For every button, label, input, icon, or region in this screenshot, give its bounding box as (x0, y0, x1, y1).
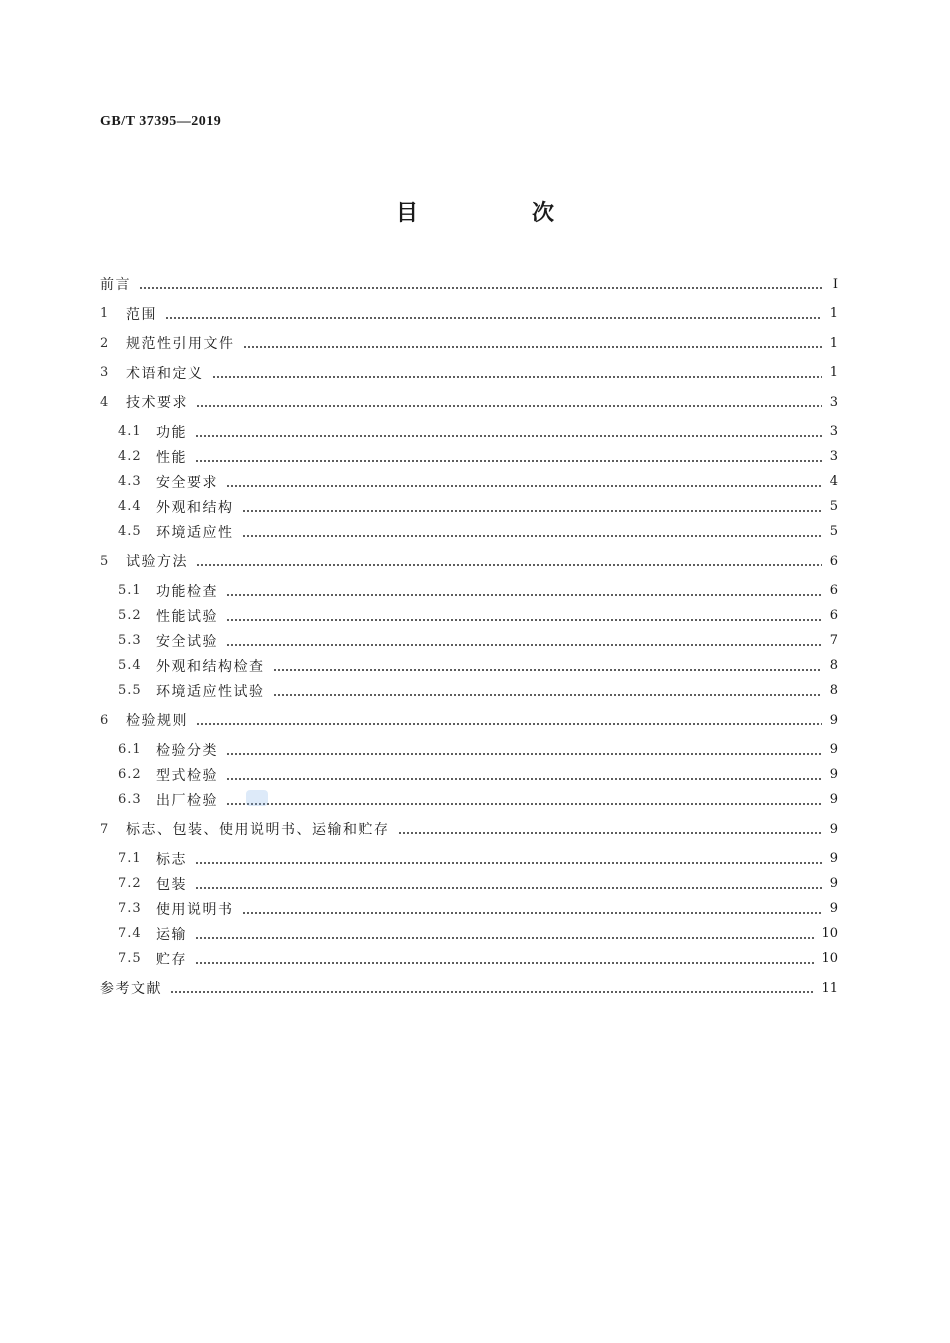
page-title: 目 次 (395, 201, 600, 226)
toc-entry[interactable] (100, 330, 838, 356)
toc-entry[interactable] (118, 846, 838, 872)
toc-entry-page: 3 (829, 449, 838, 464)
toc-entry-number: 5.2 (118, 608, 142, 623)
toc-entry-label: 环境适应性试验 (156, 683, 265, 700)
toc-entry[interactable] (118, 469, 838, 495)
toc-entry-label: 检验规则 (126, 713, 188, 729)
toc-entry-page: 9 (829, 767, 838, 782)
toc-entry-label: 安全试验 (156, 633, 218, 650)
toc-entry-page: 8 (829, 683, 838, 698)
toc-entry-label: 功能 (156, 424, 187, 441)
toc-entry-label: 外观和结构检查 (156, 658, 265, 675)
toc-entry-number: 6 (100, 712, 110, 728)
toc-entry[interactable] (100, 301, 838, 327)
toc-entry-label: 范围 (126, 306, 157, 323)
toc-entry-label: 性能 (156, 449, 187, 466)
toc-entry-number: 2 (100, 335, 110, 351)
toc-entry-number: 4.1 (118, 424, 142, 439)
toc-entry-label: 性能试验 (156, 608, 218, 625)
toc-dot-leader (242, 904, 823, 918)
toc-dot-leader (243, 338, 823, 352)
toc-entry-page: 4 (829, 474, 838, 489)
toc-entry[interactable] (118, 946, 838, 972)
toc-entry[interactable] (118, 628, 838, 654)
toc-entry[interactable] (118, 419, 838, 445)
toc-entry-label: 标志、包装、使用说明书、运输和贮存 (126, 822, 390, 838)
toc-dot-leader (165, 309, 822, 323)
toc-entry-label: 运输 (156, 926, 187, 943)
toc-dot-leader (170, 983, 815, 997)
toc-entry-number: 7.4 (118, 926, 142, 941)
toc-entry-page: 11 (821, 980, 838, 996)
toc-dot-leader (196, 715, 822, 729)
toc-entry[interactable] (118, 921, 838, 947)
toc-entry[interactable] (100, 389, 838, 415)
toc-entry-number: 5.1 (118, 583, 142, 598)
toc-entry-page: 10 (821, 926, 838, 941)
toc-dot-leader (398, 824, 823, 838)
toc-entry-page: 6 (829, 583, 838, 598)
toc-entry-page: 10 (821, 951, 838, 966)
toc-entry[interactable] (118, 787, 838, 813)
toc-entry-page: 9 (829, 876, 838, 891)
toc-entry[interactable] (100, 360, 838, 386)
toc-entry-label: 型式检验 (156, 767, 218, 784)
standard-code: GB/T 37395—2019 (100, 114, 222, 129)
toc-entry-page: 9 (829, 742, 838, 757)
toc-dot-leader (195, 452, 822, 466)
toc-entry-page: 5 (829, 524, 838, 539)
toc-entry-label: 包装 (156, 876, 187, 893)
toc-entry-page: 9 (829, 792, 838, 807)
toc-dot-leader (212, 368, 823, 382)
toc-entry-number: 4.3 (118, 474, 142, 489)
toc-entry[interactable] (118, 737, 838, 763)
toc-entry-page: 6 (829, 608, 838, 623)
toc-dot-leader (226, 477, 822, 491)
toc-dot-leader (195, 427, 822, 441)
toc-entry-label: 规范性引用文件 (126, 336, 235, 352)
toc-entry[interactable] (100, 271, 838, 297)
toc-entry-page: Ⅰ (832, 276, 838, 292)
toc-dot-leader (196, 556, 822, 570)
toc-entry-page: 9 (829, 851, 838, 866)
toc-entry[interactable] (118, 653, 838, 679)
toc-entry-number: 3 (100, 365, 110, 380)
toc-entry-page: 7 (829, 633, 838, 648)
toc-entry-number: 6.2 (118, 767, 142, 782)
toc-entry[interactable] (118, 871, 838, 897)
toc-entry-label: 参考文献 (100, 981, 162, 997)
toc-entry[interactable] (118, 678, 838, 704)
toc-dot-leader (226, 745, 822, 759)
toc-entry-label: 出厂检验 (156, 792, 218, 809)
toc-dot-leader (273, 686, 823, 700)
toc-entry-page: 1 (829, 306, 838, 321)
toc-entry-label: 术语和定义 (126, 365, 204, 382)
toc-dot-leader (195, 854, 822, 868)
toc-entry-number: 6.3 (118, 792, 142, 807)
toc-entry-number: 4.5 (118, 524, 142, 539)
toc-entry-page: 1 (829, 365, 838, 380)
toc-entry-number: 5.5 (118, 683, 142, 698)
toc-entry-page: 1 (829, 335, 838, 351)
toc-entry-page: 9 (829, 821, 838, 837)
toc-entry-number: 5.4 (118, 658, 142, 673)
toc-dot-leader (226, 770, 822, 784)
toc-entry[interactable] (100, 816, 838, 842)
toc-dot-leader (226, 636, 822, 650)
toc-dot-leader (242, 527, 823, 541)
toc-entry-number: 5 (100, 553, 110, 569)
toc-entry-number: 7.1 (118, 851, 142, 866)
toc-entry-number: 6.1 (118, 742, 142, 757)
toc-entry[interactable] (118, 603, 838, 629)
toc-entry-number: 4.2 (118, 449, 142, 464)
toc-entry-number: 7.3 (118, 901, 142, 916)
toc-dot-leader (195, 929, 815, 943)
toc-entry-label: 环境适应性 (156, 524, 234, 541)
toc-entry[interactable] (118, 494, 838, 520)
toc-dot-leader (226, 795, 822, 809)
toc-dot-leader (273, 661, 823, 675)
toc-entry[interactable] (118, 896, 838, 922)
toc-entry[interactable] (118, 519, 838, 545)
toc-entry-label: 贮存 (156, 951, 187, 968)
toc-entry[interactable] (118, 444, 838, 470)
toc-entry-page: 9 (829, 712, 838, 728)
toc-entry-label: 试验方法 (126, 554, 188, 570)
toc-dot-leader (226, 586, 822, 600)
toc-dot-leader (195, 954, 815, 968)
toc-entry-page: 3 (829, 424, 838, 439)
toc-entry-label: 前言 (100, 277, 131, 293)
toc-entry[interactable] (100, 548, 838, 574)
toc-entry-label: 功能检查 (156, 583, 218, 600)
toc-dot-leader (196, 397, 822, 411)
watermark-mark (246, 790, 268, 806)
toc-entry[interactable] (118, 578, 838, 604)
toc-entry-label: 技术要求 (126, 395, 188, 411)
toc-entry-number: 4 (100, 394, 110, 410)
toc-entry[interactable] (100, 707, 838, 733)
toc-entry[interactable] (118, 762, 838, 788)
toc-entry-page: 5 (829, 499, 838, 514)
toc-entry[interactable] (100, 975, 838, 1001)
toc-entry-number: 4.4 (118, 499, 142, 514)
toc-entry-label: 安全要求 (156, 474, 218, 491)
toc-dot-leader (139, 279, 822, 293)
toc-entry-label: 外观和结构 (156, 499, 234, 516)
toc-dot-leader (226, 611, 822, 625)
toc-entry-number: 1 (100, 306, 110, 321)
toc-entry-page: 6 (829, 553, 838, 569)
toc-entry-label: 使用说明书 (156, 901, 234, 918)
toc-entry-number: 7.5 (118, 951, 142, 966)
toc-dot-leader (242, 502, 823, 516)
toc-entry-number: 5.3 (118, 633, 142, 648)
toc-entry-page: 3 (829, 394, 838, 410)
toc-entry-label: 检验分类 (156, 742, 218, 759)
toc-entry-label: 标志 (156, 851, 187, 868)
toc-entry-number: 7 (100, 821, 110, 837)
toc-dot-leader (195, 879, 822, 893)
toc-entry-page: 8 (829, 658, 838, 673)
toc-entry-number: 7.2 (118, 876, 142, 891)
toc-entry-page: 9 (829, 901, 838, 916)
